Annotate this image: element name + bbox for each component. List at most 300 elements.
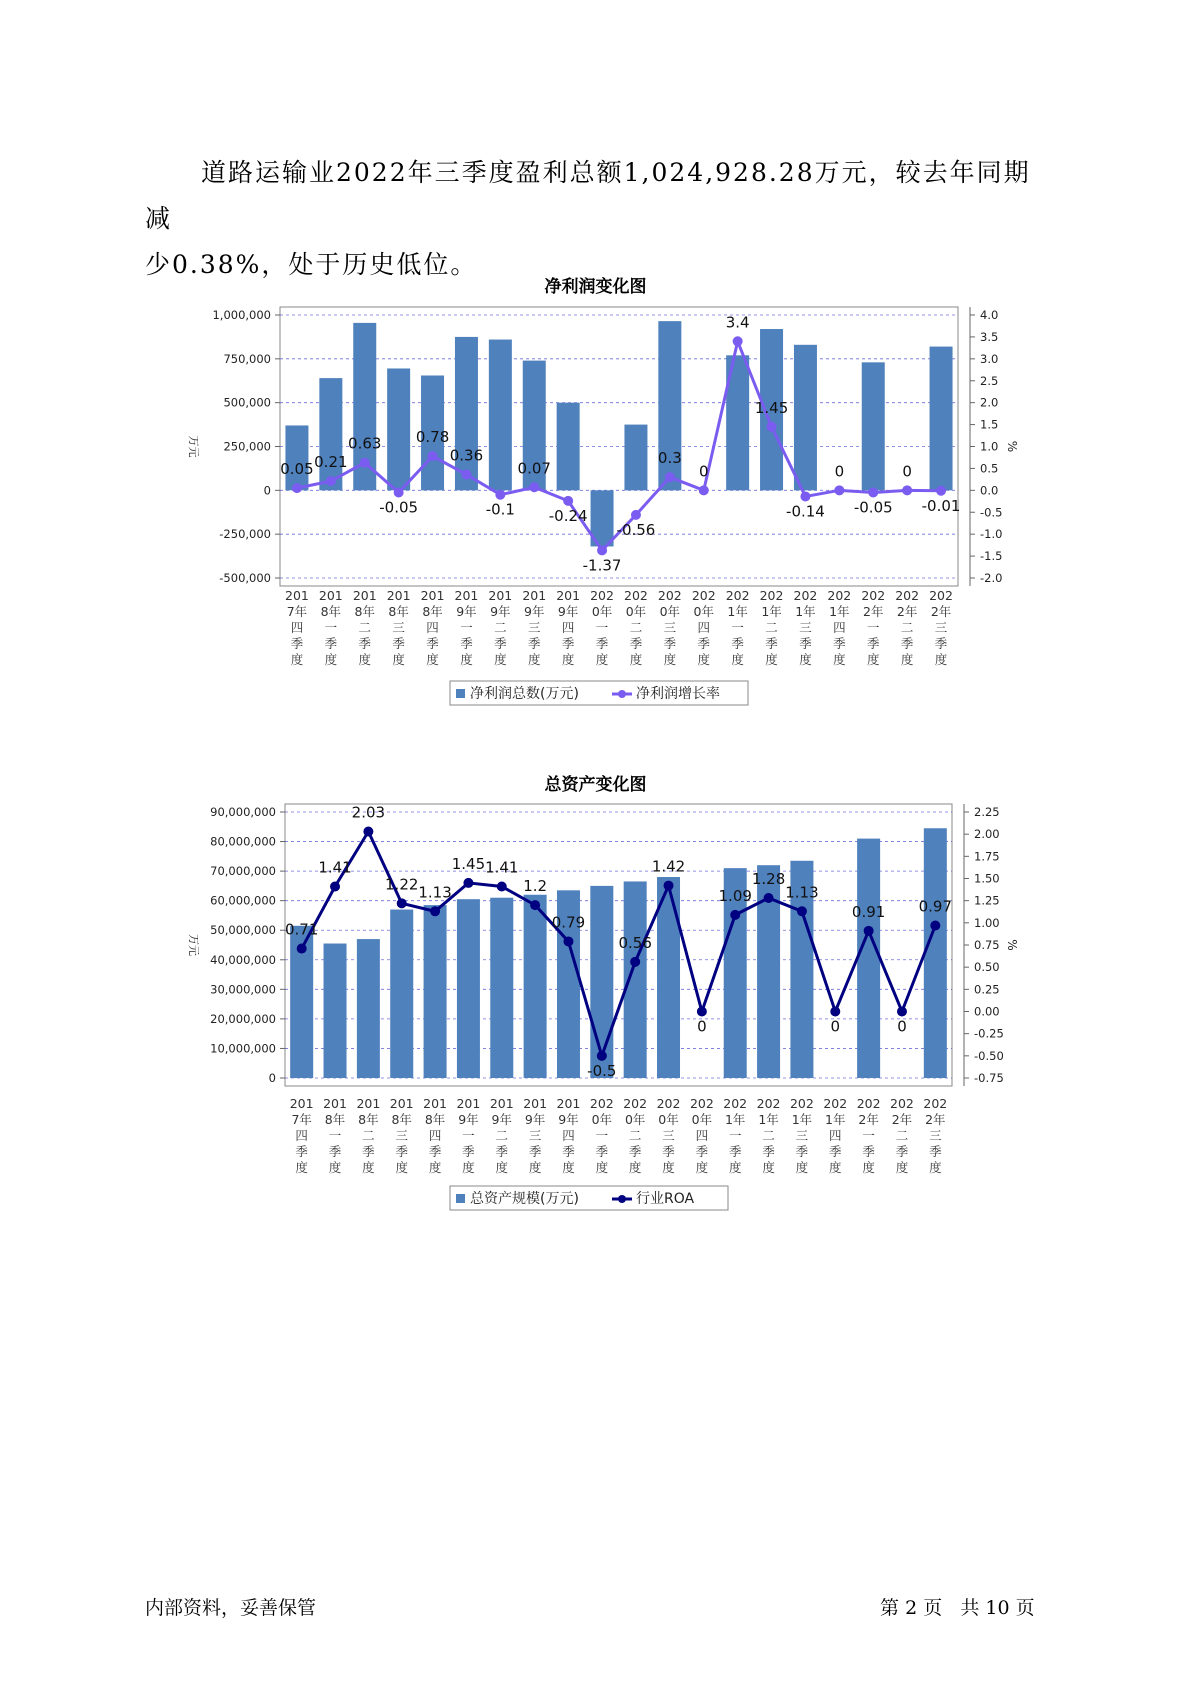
category-label: 202 bbox=[725, 588, 750, 603]
category-label: 1年 bbox=[724, 1112, 746, 1127]
category-label: 度 bbox=[929, 1160, 942, 1175]
category-label: 度 bbox=[395, 1160, 408, 1175]
y-tick-label: 60,000,000 bbox=[210, 893, 276, 908]
data-label: 0.97 bbox=[918, 897, 953, 916]
line-point bbox=[733, 336, 743, 346]
category-label: 201 bbox=[352, 588, 377, 603]
data-label: 0.3 bbox=[657, 449, 682, 468]
bar bbox=[624, 425, 647, 491]
category-label: 季 bbox=[697, 636, 711, 651]
category-label: 9年 bbox=[558, 1112, 579, 1127]
y2-tick-label: -1.5 bbox=[980, 549, 1003, 564]
line-point bbox=[730, 910, 740, 920]
category-label: 2年 bbox=[858, 1112, 879, 1127]
bar bbox=[624, 881, 647, 1078]
category-label: 季 bbox=[328, 1144, 342, 1159]
data-label: 2.03 bbox=[351, 803, 386, 822]
y-tick-label: 0 bbox=[263, 483, 271, 498]
category-label: 201 bbox=[488, 588, 513, 603]
line-point bbox=[597, 1051, 607, 1061]
category-label: 8年 bbox=[424, 1112, 446, 1127]
bar bbox=[862, 362, 885, 490]
category-label: 度 bbox=[527, 652, 541, 667]
line-point bbox=[430, 906, 440, 916]
y2-tick-label: 1.25 bbox=[974, 893, 1000, 908]
category-label: 季 bbox=[934, 636, 948, 651]
data-label: 0 bbox=[902, 462, 912, 481]
line-point bbox=[897, 1007, 907, 1017]
category-label: 季 bbox=[795, 1144, 809, 1159]
legend-bar-swatch bbox=[456, 1194, 465, 1203]
legend-line-marker bbox=[618, 1195, 626, 1203]
page-total-suffix: 页 bbox=[1015, 1597, 1035, 1619]
line-point bbox=[563, 496, 573, 506]
bar bbox=[390, 910, 413, 1078]
data-label: 1.45 bbox=[451, 854, 486, 873]
category-label: 度 bbox=[866, 652, 880, 667]
category-label: 三 bbox=[795, 1128, 809, 1143]
category-label: 季 bbox=[460, 636, 473, 651]
y2-tick-label: 1.00 bbox=[974, 915, 1000, 930]
category-label: 度 bbox=[728, 1160, 742, 1175]
category-label: 0年 bbox=[625, 604, 647, 619]
category-label: 202 bbox=[623, 1096, 648, 1111]
category-label: 一 bbox=[862, 1128, 875, 1143]
data-label: 0.91 bbox=[851, 902, 886, 921]
category-label: 1年 bbox=[761, 604, 782, 619]
y2-tick-label: 2.0 bbox=[980, 395, 999, 410]
category-label: 201 bbox=[420, 588, 445, 603]
y-tick-label: 40,000,000 bbox=[210, 952, 276, 967]
data-label: 0 bbox=[697, 1017, 707, 1036]
bar bbox=[524, 895, 547, 1078]
line-point bbox=[463, 878, 473, 888]
data-label: 0.36 bbox=[449, 446, 484, 465]
footer-page-number bbox=[880, 1593, 1035, 1620]
line-point bbox=[800, 491, 810, 501]
category-label: 度 bbox=[362, 1160, 375, 1175]
page-prefix: 第 bbox=[880, 1597, 900, 1619]
line-point bbox=[630, 957, 640, 967]
line-point bbox=[697, 1007, 707, 1017]
category-label: 二 bbox=[895, 1128, 909, 1143]
category-label: 一 bbox=[460, 620, 473, 635]
line-point bbox=[664, 881, 674, 891]
category-label: 1年 bbox=[758, 1112, 779, 1127]
y2-tick-label: -2.0 bbox=[980, 571, 1003, 585]
category-label: 季 bbox=[495, 1144, 509, 1159]
category-label: 度 bbox=[358, 652, 372, 667]
category-label: 201 bbox=[323, 1096, 347, 1111]
data-label: 1.41 bbox=[318, 858, 352, 877]
data-label: 0 bbox=[897, 1017, 907, 1036]
y-tick-label: 0 bbox=[268, 1071, 276, 1085]
category-label: 季 bbox=[765, 636, 778, 651]
bar bbox=[924, 828, 947, 1078]
category-label: 201 bbox=[423, 1096, 448, 1111]
category-label: 9年 bbox=[458, 1112, 479, 1127]
category-label: 1年 bbox=[829, 604, 850, 619]
category-label: 二 bbox=[900, 620, 914, 635]
category-label: 度 bbox=[595, 1160, 609, 1175]
y-tick-label: -250,000 bbox=[219, 527, 271, 542]
line-point bbox=[360, 458, 370, 468]
category-label: 一 bbox=[595, 1128, 609, 1143]
data-label: 3.4 bbox=[725, 313, 750, 332]
data-label: 0.79 bbox=[551, 913, 586, 932]
data-label: 1.42 bbox=[651, 857, 686, 876]
category-label: 一 bbox=[595, 620, 609, 635]
y2-tick-label: 0.75 bbox=[974, 938, 1000, 952]
category-label: 季 bbox=[392, 636, 405, 651]
y-tick-label: 1,000,000 bbox=[212, 308, 271, 322]
category-label: 季 bbox=[900, 636, 914, 651]
category-label: 三 bbox=[527, 620, 541, 635]
category-label: 9年 bbox=[490, 604, 511, 619]
category-label: 201 bbox=[386, 588, 411, 603]
y-tick-label: 10,000,000 bbox=[210, 1041, 276, 1056]
line-point bbox=[530, 900, 540, 910]
y-tick-label: 30,000,000 bbox=[210, 982, 276, 997]
category-label: 201 bbox=[522, 588, 547, 603]
category-label: 9年 bbox=[524, 604, 545, 619]
category-label: 季 bbox=[862, 1144, 875, 1159]
category-label: 0年 bbox=[624, 1112, 646, 1127]
bar bbox=[357, 939, 380, 1078]
legend-line-marker bbox=[618, 690, 626, 698]
line-point bbox=[394, 488, 404, 498]
data-label: 0.63 bbox=[348, 434, 382, 453]
category-label: 度 bbox=[900, 652, 914, 667]
y-tick-label: 50,000,000 bbox=[210, 923, 276, 938]
category-label: 9年 bbox=[524, 1112, 546, 1127]
paragraph-line-1: 道路运输业2022年三季度盈利总额1,024,928.28万元，较去年同期减 bbox=[145, 158, 1031, 233]
data-label: -0.24 bbox=[548, 506, 588, 525]
category-label: 202 bbox=[861, 588, 886, 603]
category-label: 三 bbox=[934, 620, 948, 635]
data-label: -0.05 bbox=[379, 498, 419, 517]
line-point bbox=[902, 485, 912, 495]
category-label: 度 bbox=[290, 652, 304, 667]
category-label: 二 bbox=[762, 1128, 775, 1143]
data-label: 1.22 bbox=[385, 875, 419, 894]
y2-tick-label: 1.0 bbox=[980, 439, 999, 454]
category-label: 9年 bbox=[456, 604, 477, 619]
line-point bbox=[326, 476, 336, 486]
category-label: 二 bbox=[629, 620, 643, 635]
line-point bbox=[767, 422, 777, 432]
category-label: 季 bbox=[462, 1144, 475, 1159]
category-label: 三 bbox=[528, 1128, 542, 1143]
page-current: 2 bbox=[905, 1597, 918, 1619]
category-label: 季 bbox=[731, 636, 744, 651]
data-label: 0.56 bbox=[618, 933, 652, 952]
body-paragraph bbox=[145, 150, 1045, 288]
category-label: 202 bbox=[856, 1096, 881, 1111]
category-label: 202 bbox=[589, 1096, 614, 1111]
line-point bbox=[397, 898, 407, 908]
line-point bbox=[699, 485, 709, 495]
category-label: 度 bbox=[663, 652, 677, 667]
category-label: 季 bbox=[562, 1144, 575, 1159]
category-label: 季 bbox=[595, 1144, 609, 1159]
category-label: 季 bbox=[290, 636, 304, 651]
category-label: 二 bbox=[628, 1128, 642, 1143]
category-label: 四 bbox=[829, 1128, 842, 1143]
category-label: 度 bbox=[561, 652, 575, 667]
net-profit-chart-title: 净利润变化图 bbox=[544, 277, 647, 297]
category-label: 202 bbox=[823, 1096, 848, 1111]
category-label: 8年 bbox=[388, 604, 409, 619]
category-label: 8年 bbox=[422, 604, 443, 619]
category-label: 季 bbox=[929, 1144, 942, 1159]
category-label: 202 bbox=[691, 588, 716, 603]
total-assets-chart bbox=[0, 800, 1191, 1240]
y2-tick-label: 2.5 bbox=[980, 373, 999, 388]
line-point bbox=[292, 483, 302, 493]
category-label: 季 bbox=[663, 636, 677, 651]
category-label: 季 bbox=[629, 636, 643, 651]
line-point bbox=[930, 920, 940, 930]
category-label: 四 bbox=[561, 620, 575, 635]
category-label: 二 bbox=[358, 620, 372, 635]
page-total: 10 bbox=[985, 1597, 1010, 1619]
y2-tick-label: -0.75 bbox=[974, 1071, 1004, 1085]
legend-bar-swatch bbox=[456, 689, 465, 698]
line-point bbox=[363, 827, 373, 837]
category-label: 度 bbox=[460, 652, 473, 667]
category-label: 季 bbox=[426, 636, 439, 651]
category-label: 1年 bbox=[825, 1112, 846, 1127]
line-point bbox=[936, 486, 946, 496]
category-label: 度 bbox=[895, 1160, 909, 1175]
category-label: 202 bbox=[756, 1096, 781, 1111]
category-label: 二 bbox=[765, 620, 778, 635]
y2-tick-label: 1.5 bbox=[980, 417, 999, 432]
category-label: 202 bbox=[923, 1096, 948, 1111]
line-point bbox=[330, 881, 340, 891]
category-label: 季 bbox=[595, 636, 609, 651]
category-label: 8年 bbox=[391, 1112, 412, 1127]
category-label: 0年 bbox=[693, 604, 714, 619]
total-assets-chart-title: 总资产变化图 bbox=[544, 775, 647, 795]
line-point bbox=[497, 881, 507, 891]
line-point bbox=[834, 485, 844, 495]
category-label: 度 bbox=[934, 652, 948, 667]
y-tick-label: 20,000,000 bbox=[210, 1011, 276, 1026]
category-label: 1年 bbox=[727, 604, 748, 619]
legend-bar-label: 总资产规模(万元) bbox=[470, 1191, 579, 1207]
category-label: 一 bbox=[324, 620, 338, 635]
category-label: 9年 bbox=[491, 1112, 513, 1127]
line-point bbox=[297, 944, 307, 954]
category-label: 季 bbox=[324, 636, 338, 651]
category-label: 度 bbox=[426, 652, 439, 667]
bar bbox=[489, 340, 512, 491]
category-label: 度 bbox=[829, 1160, 842, 1175]
category-label: 202 bbox=[827, 588, 852, 603]
category-label: 四 bbox=[428, 1128, 442, 1143]
category-label: 201 bbox=[556, 588, 581, 603]
category-label: 四 bbox=[562, 1128, 575, 1143]
data-label: 0.71 bbox=[284, 920, 319, 939]
y2-tick-label: 1.50 bbox=[974, 871, 1000, 886]
y2-tick-label: 0.50 bbox=[974, 960, 1000, 975]
category-label: 四 bbox=[426, 620, 439, 635]
category-label: 202 bbox=[895, 588, 920, 603]
category-label: 202 bbox=[656, 1096, 681, 1111]
line-point bbox=[764, 893, 774, 903]
y-axis-title: 万元 bbox=[187, 435, 200, 458]
category-label: 9年 bbox=[557, 604, 579, 619]
bar bbox=[324, 944, 347, 1078]
category-label: 201 bbox=[556, 1096, 581, 1111]
bar bbox=[590, 886, 613, 1078]
category-label: 0年 bbox=[691, 1112, 713, 1127]
bar bbox=[285, 425, 308, 490]
line-point bbox=[563, 936, 573, 946]
category-label: 202 bbox=[759, 588, 784, 603]
paragraph-line-2: 少0.38%，处于历史低位。 bbox=[145, 250, 478, 279]
category-label: 四 bbox=[290, 620, 304, 635]
bar bbox=[455, 337, 478, 490]
line-point bbox=[461, 470, 471, 480]
line-point bbox=[495, 490, 505, 500]
legend-line-label: 净利润增长率 bbox=[636, 686, 720, 702]
bar bbox=[457, 899, 480, 1078]
category-label: 度 bbox=[562, 1160, 575, 1175]
category-label: 度 bbox=[495, 1160, 509, 1175]
category-label: 三 bbox=[392, 620, 405, 635]
category-label: 一 bbox=[731, 620, 744, 635]
data-label: -0.05 bbox=[853, 498, 893, 517]
category-label: 度 bbox=[494, 652, 507, 667]
category-label: 季 bbox=[358, 636, 372, 651]
category-label: 201 bbox=[489, 1096, 514, 1111]
category-label: 度 bbox=[328, 1160, 342, 1175]
line-point bbox=[597, 545, 607, 555]
y-axis-title: 万元 bbox=[187, 934, 200, 956]
category-label: 202 bbox=[929, 588, 953, 603]
category-label: 度 bbox=[862, 1160, 875, 1175]
y2-tick-label: -0.5 bbox=[980, 505, 1003, 520]
category-label: 7年 bbox=[291, 1112, 312, 1127]
category-label: 季 bbox=[362, 1144, 375, 1159]
category-label: 度 bbox=[833, 652, 846, 667]
category-label: 季 bbox=[295, 1144, 308, 1159]
category-label: 季 bbox=[866, 636, 880, 651]
line-point bbox=[797, 906, 807, 916]
category-label: 202 bbox=[890, 1096, 914, 1111]
category-label: 202 bbox=[590, 588, 614, 603]
category-label: 202 bbox=[793, 588, 818, 603]
data-label: -0.56 bbox=[616, 520, 656, 539]
category-label: 二 bbox=[494, 620, 507, 635]
line-point bbox=[830, 1007, 840, 1017]
category-label: 201 bbox=[285, 588, 309, 603]
data-label: 1.28 bbox=[751, 870, 786, 889]
category-label: 201 bbox=[356, 1096, 381, 1111]
category-label: 1年 bbox=[795, 604, 816, 619]
category-label: 季 bbox=[728, 1144, 742, 1159]
legend-bar-label: 净利润总数(万元) bbox=[470, 686, 579, 702]
data-label: 1.09 bbox=[718, 886, 752, 905]
category-label: 三 bbox=[395, 1128, 408, 1143]
category-label: 度 bbox=[428, 1160, 442, 1175]
y-tick-label: -500,000 bbox=[219, 571, 271, 585]
category-label: 一 bbox=[462, 1128, 475, 1143]
y-tick-label: 750,000 bbox=[223, 351, 271, 366]
y2-tick-label: 0.5 bbox=[980, 461, 999, 476]
category-label: 季 bbox=[628, 1144, 642, 1159]
category-label: 三 bbox=[662, 1128, 675, 1143]
line-point bbox=[868, 488, 878, 498]
y-tick-label: 80,000,000 bbox=[210, 834, 276, 849]
category-label: 季 bbox=[494, 636, 507, 651]
category-label: 度 bbox=[697, 652, 711, 667]
y2-tick-label: 0.0 bbox=[980, 483, 999, 498]
bar bbox=[794, 345, 817, 491]
y-tick-label: 250,000 bbox=[223, 439, 271, 454]
category-label: 季 bbox=[528, 1144, 542, 1159]
y2-tick-label: 3.0 bbox=[980, 351, 999, 366]
data-label: -1.37 bbox=[582, 556, 622, 575]
data-label: 1.45 bbox=[754, 398, 789, 417]
footer-confidential-note: 内部资料，妥善保管 bbox=[145, 1597, 317, 1619]
category-label: 0年 bbox=[591, 604, 613, 619]
category-label: 度 bbox=[628, 1160, 642, 1175]
line-point bbox=[631, 510, 641, 520]
bar bbox=[857, 839, 880, 1078]
category-label: 度 bbox=[799, 652, 812, 667]
category-label: 201 bbox=[454, 588, 479, 603]
category-label: 季 bbox=[762, 1144, 775, 1159]
category-label: 201 bbox=[289, 1096, 314, 1111]
line-point bbox=[665, 472, 675, 482]
y2-tick-label: 4.0 bbox=[980, 308, 999, 322]
y2-tick-label: 2.25 bbox=[974, 805, 1000, 819]
data-label: -0.14 bbox=[786, 502, 825, 521]
data-label: 1.13 bbox=[418, 883, 452, 902]
page-mid: 页 bbox=[923, 1597, 943, 1619]
data-label: 0 bbox=[834, 462, 845, 481]
line-point bbox=[428, 451, 438, 461]
y-tick-label: 500,000 bbox=[223, 395, 271, 410]
category-label: 度 bbox=[295, 1160, 308, 1175]
bar bbox=[319, 378, 342, 490]
category-label: 度 bbox=[795, 1160, 809, 1175]
category-label: 度 bbox=[528, 1160, 542, 1175]
category-label: 季 bbox=[833, 636, 846, 651]
category-label: 2年 bbox=[863, 604, 884, 619]
data-label: 0 bbox=[698, 462, 709, 481]
y2-axis-title: % bbox=[1005, 939, 1019, 951]
page-total-prefix: 共 bbox=[960, 1597, 980, 1619]
data-label: -0.1 bbox=[485, 500, 515, 519]
y2-tick-label: -0.50 bbox=[974, 1048, 1004, 1063]
category-label: 201 bbox=[523, 1096, 548, 1111]
y-tick-label: 70,000,000 bbox=[210, 864, 276, 879]
category-label: 2年 bbox=[925, 1112, 946, 1127]
category-label: 季 bbox=[527, 636, 541, 651]
line-point bbox=[529, 482, 539, 492]
category-label: 一 bbox=[866, 620, 880, 635]
category-label: 8年 bbox=[320, 604, 342, 619]
category-label: 0年 bbox=[658, 1112, 679, 1127]
category-label: 度 bbox=[695, 1160, 709, 1175]
category-label: 季 bbox=[395, 1144, 408, 1159]
category-label: 四 bbox=[833, 620, 846, 635]
